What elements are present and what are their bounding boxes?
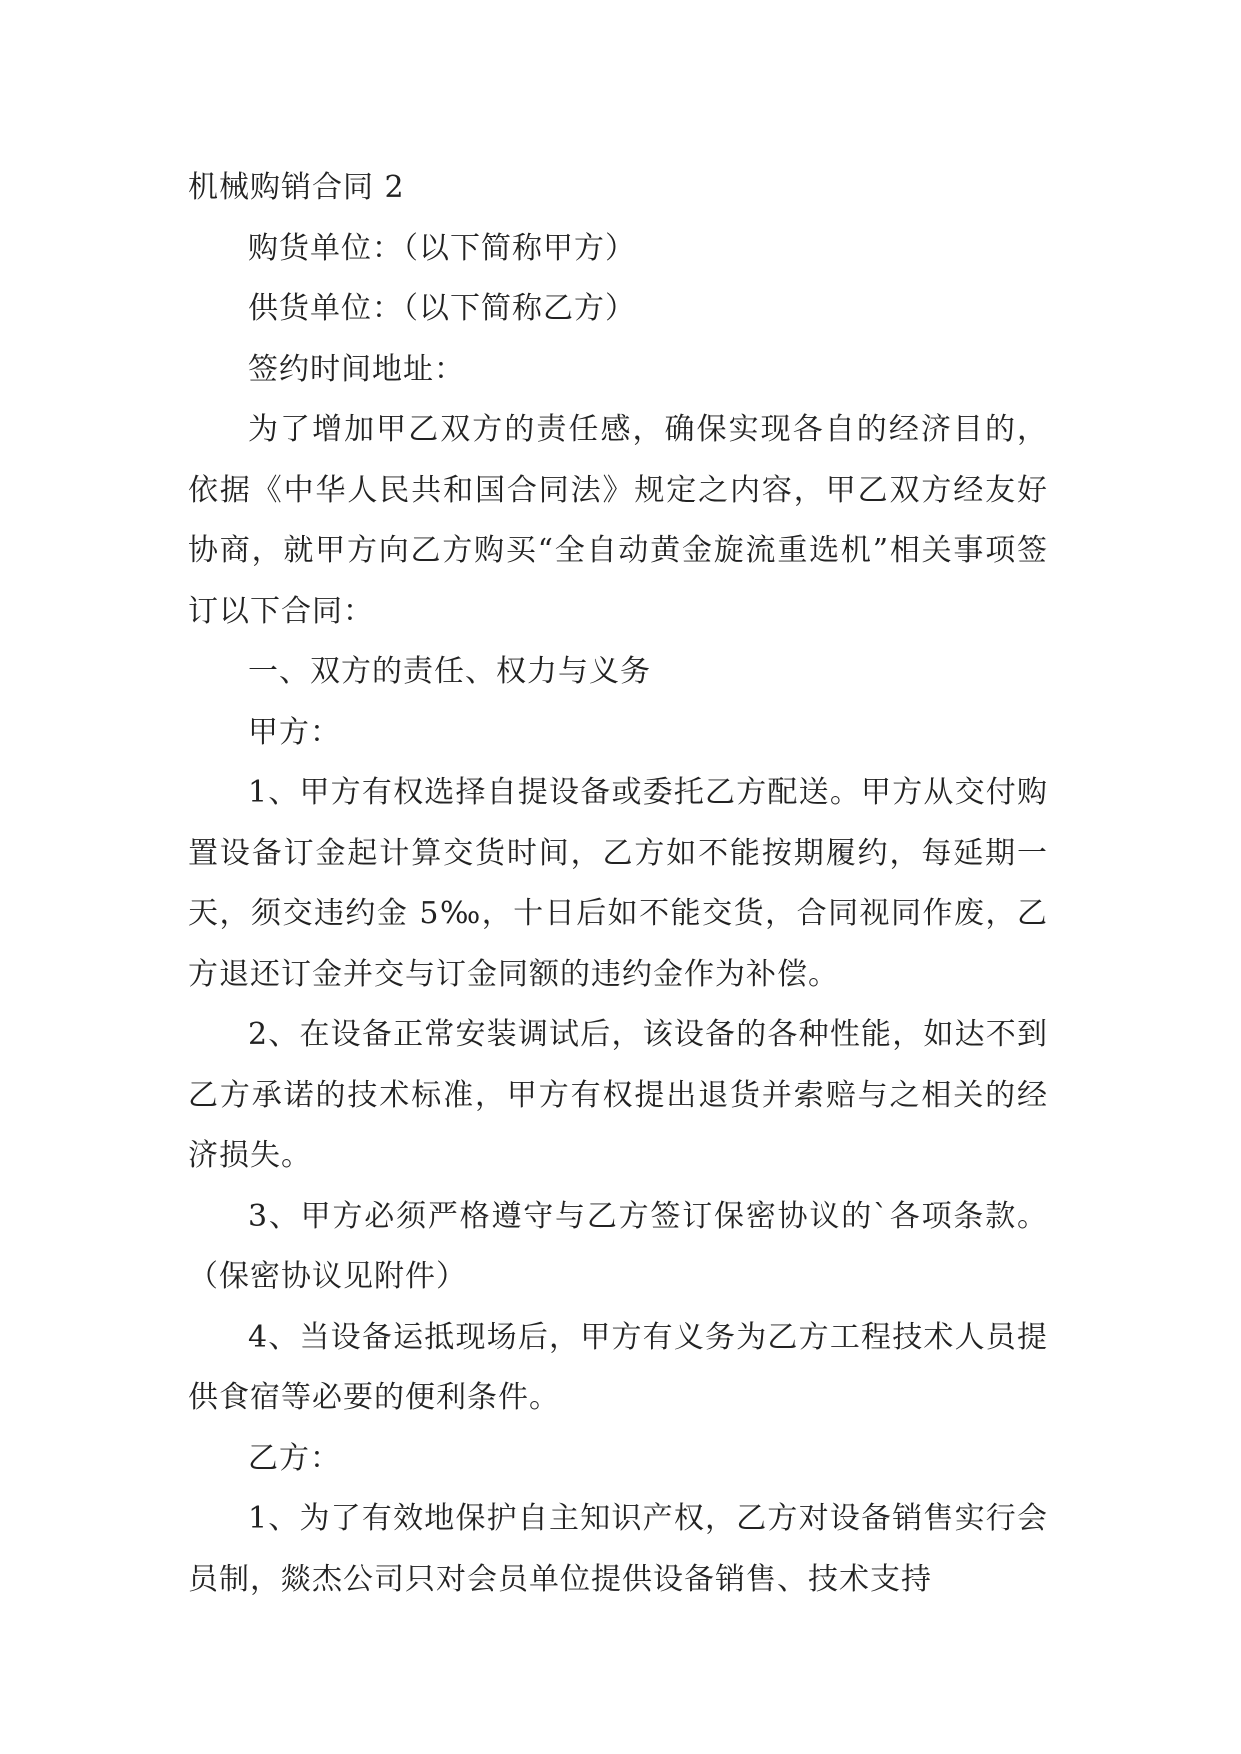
document-body (188, 158, 1048, 1610)
party-b-clause-1: 1、为了有效地保护自主知识产权，乙方对设备销售实行会员制，燚杰公司只对会员单位提供设备销售、技术支持 (188, 1501, 1048, 1597)
document-title: 机械购销合同 2 (188, 170, 405, 205)
party-b-heading: 乙方： (248, 1440, 341, 1476)
party-a-clause-4: 4、当设备运抵现场后，甲方有义务为乙方工程技术人员提供食宿等必要的便利条件。 (188, 1319, 1048, 1415)
party-a-heading: 甲方： (248, 714, 341, 750)
party-a-clause-3: 3、甲方必须严格遵守与乙方签订保密协议的`各项条款。（保密协议见附件） (188, 1198, 1048, 1294)
section-heading-responsibilities: 一、双方的责任、权力与义务 (248, 654, 651, 689)
party-a-clause-2: 2、在设备正常安装调试后，该设备的各种性能，如达不到乙方承诺的技术标准，甲方有权提出退货并索赔与之相关的经济损失。 (188, 1017, 1048, 1173)
party-a-clause-1: 1、甲方有权选择自提设备或委托乙方配送。甲方从交付购置设备订金起计算交货时间，乙方如不能按期履约，每延期一天，须交违约金 5‰，十日后如不能交货，合同视同作废，乙方退还订金并交与订金同额的违约金作为补偿。 (188, 775, 1048, 992)
signing-time-address-line: 签约时间地址： (248, 351, 465, 387)
supplier-line: 供货单位：（以下简称乙方） (248, 291, 636, 326)
preamble-paragraph: 为了增加甲乙双方的责任感，确保实现各自的经济目的，依据《中华人民共和国合同法》规定之内容，甲乙双方经友好协商，就甲方向乙方购买“全自动黄金旋流重选机”相关事项签订以下合同： (188, 412, 1048, 629)
buyer-line: 购货单位：（以下简称甲方） (248, 230, 636, 266)
